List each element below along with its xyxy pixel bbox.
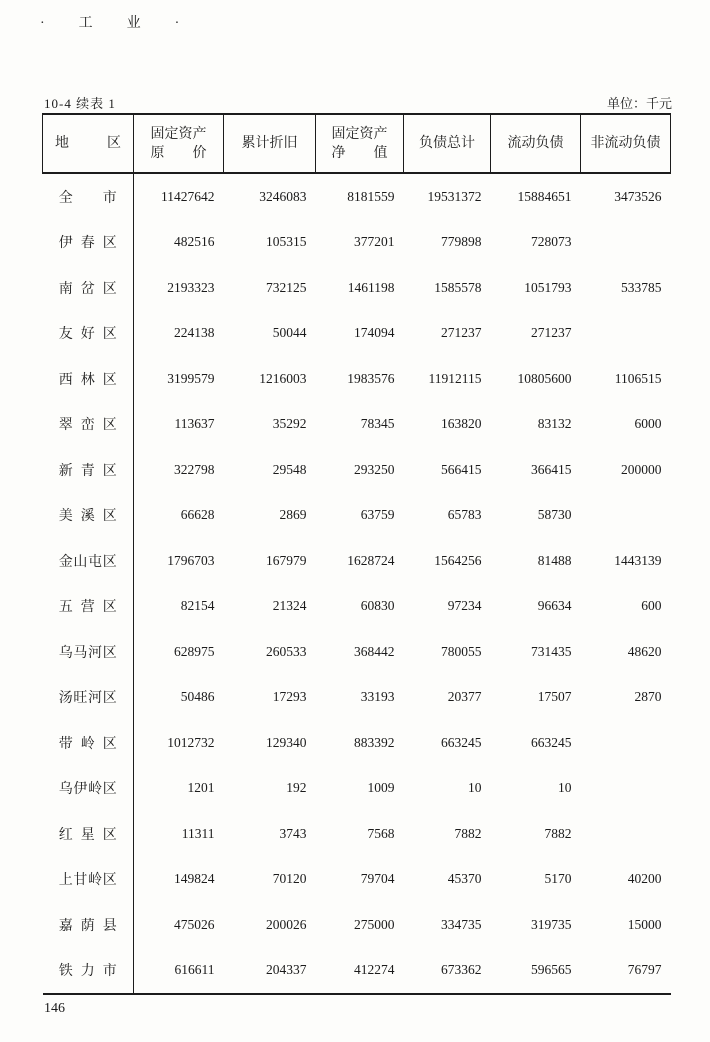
value-cell: 58730 (537, 507, 572, 523)
region-cell (43, 447, 134, 493)
region-cell (43, 720, 134, 766)
value-cell: 76797 (581, 948, 671, 995)
region-cell (43, 311, 134, 357)
value-cell: 2193323 (167, 279, 215, 295)
value-cell: 1009 (367, 780, 395, 796)
value-cell: 779898 (441, 234, 482, 250)
value-cell: 40200 (627, 871, 662, 887)
table-row (43, 311, 671, 357)
table-row (43, 173, 671, 220)
value-cell: 566415 (441, 461, 482, 477)
header-cell-original-value (134, 114, 224, 173)
region-name: 新青区 (58, 463, 117, 479)
value-cell: 533785 (621, 279, 662, 295)
value-cell: 10805600 (517, 370, 572, 386)
region-cell (43, 173, 134, 220)
header-label: 流动负债 (507, 136, 564, 151)
value-cell: 11311 (181, 825, 215, 841)
header-label: 固定资产 (331, 126, 388, 142)
value-cell: 224138 (174, 325, 215, 341)
value-cell: 732125 (266, 279, 307, 295)
value-cell: 2869 (279, 507, 307, 523)
table-row (43, 538, 671, 584)
value-cell: 17507 (537, 689, 572, 705)
value-cell: 83132 (537, 416, 572, 432)
value-cell: 366415 (531, 461, 572, 477)
stats-table (42, 113, 671, 995)
table-row (43, 720, 671, 766)
value-cell: 1796703 (167, 552, 215, 568)
region-name: 铁力市 (58, 964, 117, 980)
region-cell (43, 902, 134, 948)
region-cell (43, 584, 134, 630)
value-cell: 45370 (447, 871, 482, 887)
value-cell: 33193 (360, 689, 395, 705)
value-cell: 15884651 (517, 188, 572, 204)
value-cell: 377201 (354, 234, 395, 250)
value-cell: 1012732 (167, 734, 215, 750)
value-cell: 8181559 (347, 188, 395, 204)
value-cell: 48620 (627, 643, 662, 659)
value-cell: 20377 (447, 689, 482, 705)
value-cell: 113637 (174, 416, 215, 432)
header-label: 原价 (150, 145, 207, 161)
value-cell: 50044 (272, 325, 307, 341)
value-cell: 275000 (354, 916, 395, 932)
value-cell: 7882 (454, 825, 482, 841)
table-row (43, 675, 671, 721)
value-cell: 271237 (531, 325, 572, 341)
value-cell: 663245 (441, 734, 482, 750)
value-cell: 11912115 (428, 370, 482, 386)
header-cell-total-liabilities (404, 114, 491, 173)
value-cell (581, 311, 671, 357)
value-cell: 6000 (634, 416, 662, 432)
value-cell: 5170 (544, 871, 572, 887)
region-name: 上甘岭区 (58, 873, 117, 889)
region-name: 南岔区 (58, 281, 117, 297)
value-cell: 15000 (627, 916, 662, 932)
header-cell-noncurrent-liabilities (581, 114, 671, 173)
value-cell: 334735 (441, 916, 482, 932)
region-cell (43, 766, 134, 812)
region-name: 乌马河区 (58, 645, 117, 661)
value-cell: 728073 (531, 234, 572, 250)
value-cell: 673362 (404, 948, 491, 995)
header-cell-net-value (316, 114, 404, 173)
value-cell: 1628724 (347, 552, 395, 568)
value-cell: 3743 (279, 825, 307, 841)
value-cell: 11427642 (161, 188, 215, 204)
value-cell: 600 (641, 598, 662, 614)
header-row (43, 114, 671, 173)
table-row (43, 402, 671, 448)
value-cell: 1106515 (614, 370, 662, 386)
table-row (43, 356, 671, 402)
value-cell: 663245 (531, 734, 572, 750)
table-header (43, 114, 671, 173)
value-cell (581, 220, 671, 266)
value-cell: 293250 (354, 461, 395, 477)
value-cell: 78345 (360, 416, 395, 432)
value-cell: 65783 (447, 507, 482, 523)
value-cell: 1564256 (434, 552, 482, 568)
value-cell (581, 811, 671, 857)
table-row (43, 857, 671, 903)
table-row (43, 902, 671, 948)
value-cell: 35292 (272, 416, 307, 432)
value-cell: 50486 (180, 689, 215, 705)
header-label: 累计折旧 (241, 136, 298, 151)
region-name: 翠峦区 (58, 418, 117, 434)
header-cell-current-liabilities (491, 114, 581, 173)
value-cell: 81488 (537, 552, 572, 568)
value-cell: 167979 (266, 552, 307, 568)
header-label: 固定资产 (150, 126, 207, 142)
value-cell: 60830 (360, 598, 395, 614)
table-container (42, 113, 670, 995)
table-row (43, 493, 671, 539)
value-cell: 780055 (441, 643, 482, 659)
value-cell: 1051793 (524, 279, 572, 295)
value-cell: 200000 (621, 461, 662, 477)
value-cell: 319735 (531, 916, 572, 932)
value-cell: 21324 (272, 598, 307, 614)
value-cell: 596565 (491, 948, 581, 995)
table-caption: 10-4 续表 1 (44, 96, 116, 111)
value-cell: 1983576 (347, 370, 395, 386)
value-cell: 163820 (441, 416, 482, 432)
table-row (43, 265, 671, 311)
header-label: 地区 (55, 136, 121, 151)
table-row (43, 811, 671, 857)
value-cell: 628975 (174, 643, 215, 659)
value-cell: 3199579 (167, 370, 215, 386)
table-row (43, 948, 671, 995)
value-cell: 1585578 (434, 279, 482, 295)
value-cell: 79704 (360, 871, 395, 887)
value-cell: 10 (468, 780, 482, 796)
value-cell: 368442 (354, 643, 395, 659)
value-cell: 70120 (272, 871, 307, 887)
region-name: 汤旺河区 (58, 691, 117, 707)
value-cell: 1216003 (259, 370, 307, 386)
region-cell (43, 402, 134, 448)
value-cell: 174094 (354, 325, 395, 341)
region-name: 红星区 (58, 827, 117, 843)
value-cell: 66628 (180, 507, 215, 523)
value-cell: 412274 (316, 948, 404, 995)
region-name: 友好区 (58, 327, 117, 343)
region-cell (43, 857, 134, 903)
table-row (43, 766, 671, 812)
region-cell (43, 220, 134, 266)
region-cell (43, 493, 134, 539)
region-name: 嘉荫县 (58, 918, 117, 934)
table-row (43, 584, 671, 630)
value-cell: 3473526 (614, 188, 662, 204)
table-row (43, 220, 671, 266)
header-cell-accumulated-depreciation (224, 114, 316, 173)
table-row (43, 447, 671, 493)
region-cell (43, 948, 134, 995)
value-cell: 192 (286, 780, 307, 796)
value-cell: 149824 (174, 871, 215, 887)
value-cell: 7568 (367, 825, 395, 841)
page-number: 146 (44, 1001, 65, 1016)
region-cell (43, 811, 134, 857)
region-cell (43, 675, 134, 721)
value-cell: 97234 (447, 598, 482, 614)
header-label: 负债总计 (419, 136, 475, 151)
value-cell (581, 766, 671, 812)
region-name: 金山屯区 (58, 554, 117, 570)
value-cell: 7882 (544, 825, 572, 841)
value-cell: 322798 (174, 461, 215, 477)
value-cell: 105315 (266, 234, 307, 250)
value-cell: 82154 (180, 598, 215, 614)
region-name: 西林区 (58, 372, 117, 388)
value-cell: 63759 (360, 507, 395, 523)
region-name: 五营区 (58, 600, 117, 616)
region-cell (43, 629, 134, 675)
region-cell (43, 356, 134, 402)
region-name: 带岭区 (58, 736, 117, 752)
region-name: 乌伊岭区 (58, 782, 117, 798)
region-cell (43, 538, 134, 584)
table-row (43, 629, 671, 675)
page-title: · 工 业 · (40, 16, 189, 31)
region-cell (43, 265, 134, 311)
value-cell: 475026 (174, 916, 215, 932)
value-cell: 17293 (272, 689, 307, 705)
value-cell: 129340 (266, 734, 307, 750)
table-body (43, 173, 671, 994)
value-cell: 482516 (174, 234, 215, 250)
value-cell: 616611 (134, 948, 224, 995)
value-cell: 204337 (224, 948, 316, 995)
value-cell: 10 (558, 780, 572, 796)
value-cell (581, 720, 671, 766)
header-label: 净值 (331, 145, 388, 161)
value-cell: 883392 (354, 734, 395, 750)
value-cell: 3246083 (259, 188, 307, 204)
header-cell-region (43, 114, 134, 173)
value-cell: 271237 (441, 325, 482, 341)
value-cell: 96634 (537, 598, 572, 614)
unit-label: 单位：千元 (606, 96, 672, 111)
value-cell: 200026 (266, 916, 307, 932)
value-cell: 1443139 (614, 552, 662, 568)
value-cell: 29548 (272, 461, 307, 477)
value-cell: 1461198 (347, 279, 395, 295)
region-name: 美溪区 (58, 509, 117, 525)
region-name: 全市 (58, 190, 117, 206)
value-cell (581, 493, 671, 539)
header-label: 非流动负债 (590, 136, 661, 151)
region-name: 伊春区 (58, 236, 117, 252)
value-cell: 1201 (187, 780, 215, 796)
value-cell: 731435 (531, 643, 572, 659)
value-cell: 260533 (266, 643, 307, 659)
value-cell: 2870 (634, 689, 662, 705)
value-cell: 19531372 (427, 188, 482, 204)
